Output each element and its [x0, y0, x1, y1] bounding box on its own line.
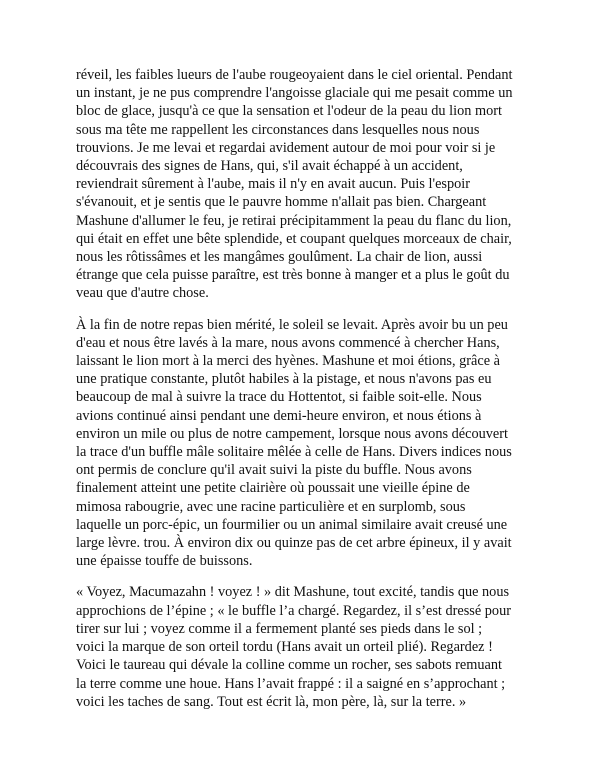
text-line: voici la marque de son orteil tordu (Hans avait un orteil plié). Regardez ! — [76, 639, 493, 656]
text-line: tirer sur lui ; voyez comme il a fermement planté ses pieds dans le sol ; — [76, 620, 483, 637]
text-line: d'eau et nous être lavés à la mare, nous avons commencé à chercher Hans, — [76, 334, 500, 351]
text-line: étrange que cela puisse paraître, est très bonne à manger et a plus le goût du — [76, 267, 510, 284]
text-line: approchions de l’épine ; « le buffle l’a chargé. Regardez, il s’est dressé pour — [76, 602, 511, 619]
text-line: « Voyez, Macumazahn ! voyez ! » dit Mashune, tout excité, tandis que nous — [76, 584, 510, 601]
text-line: réveil, les faibles lueurs de l'aube rougeoyaient dans le ciel oriental. Pendant — [76, 67, 513, 83]
text-line: finalement atteint une petite clairière où poussait une vieille épine de — [76, 480, 470, 497]
text-line: laissant le lion mort à la merci des hyènes. Mashune et moi étions, grâce à — [76, 353, 501, 370]
text-line: découvrais des signes de Hans, qui, s'il avait échappé à un accident, — [76, 158, 463, 175]
text-line: voici les taches de sang. Tout est écrit là, mon père, là, sur la terre. » — [76, 693, 467, 710]
text-line: ont permis de conclure qu'il avait suivi la piste du buffle. Nous avons — [76, 462, 472, 479]
paragraph-3 — [76, 583, 531, 710]
text-line: environ un mile ou plus de notre campement, lorsque nous avons découvert — [76, 425, 508, 442]
text-line: avions continué ainsi pendant une demi-heure environ, et nous étions à — [76, 407, 482, 424]
text-line: trouvions. Je me levai et regardai avidement autour de moi pour voir si je — [76, 139, 496, 156]
paragraph-1 — [76, 66, 531, 303]
document-page — [76, 66, 531, 724]
text-line: reviendrait sûrement à l'aube, mais il n'y en avait aucun. Puis l'espoir — [76, 176, 471, 193]
text-line: qui était en effet une bête splendide, et coupant quelques morceaux de chair, — [76, 230, 512, 247]
text-line: Mashune d'allumer le feu, je retirai précipitamment la peau du flanc du lion, — [76, 212, 512, 229]
text-line: veau que d'autre chose. — [76, 285, 209, 302]
text-line: s'évanouit, et je sentis que le pauvre homme n'allait pas bien. Chargeant — [76, 194, 487, 211]
text-line: la trace d'un buffle mâle solitaire mêlée à celle de Hans. Divers indices nous — [76, 444, 512, 461]
text-line: un instant, je ne pus comprendre l'angoisse glaciale qui me pesait comme un — [76, 85, 513, 102]
text-line: large lèvre. trou. À environ dix ou quinze pas de cet arbre épineux, il y avait — [76, 535, 512, 552]
text-line: la terre comme une houe. Hans l’avait frappé : il a saigné en s’approchant ; — [76, 675, 506, 692]
text-line: Voici le taureau qui dévale la colline comme un rocher, ses sabots remuant — [76, 657, 502, 674]
text-line: une épaisse touffe de buissons. — [76, 553, 253, 570]
text-line: bloc de glace, jusqu'à ce que la sensation et l'odeur de la peau du lion mort — [76, 103, 502, 120]
text-line: sous ma tête me rappellent les circonstances dans lesquelles nous nous — [76, 121, 480, 138]
text-line: une pratique constante, plutôt habiles à la pistage, et nous n'avons pas eu — [76, 371, 492, 388]
paragraph-2 — [76, 316, 531, 571]
text-line: beaucoup de mal à suivre la trace du Hottentot, si faible soit-elle. Nous — [76, 389, 482, 406]
text-line: À la fin de notre repas bien mérité, le soleil se levait. Après avoir bu un peu — [76, 316, 508, 333]
text-line: nous les rôtissâmes et les mangâmes goulûment. La chair de lion, aussi — [76, 249, 483, 266]
text-line: mimosa rabougrie, avec une racine particulière et en surplomb, sous — [76, 498, 466, 515]
text-line: laquelle un porc-épic, un fourmilier ou un animal similaire avait creusé une — [76, 516, 508, 533]
